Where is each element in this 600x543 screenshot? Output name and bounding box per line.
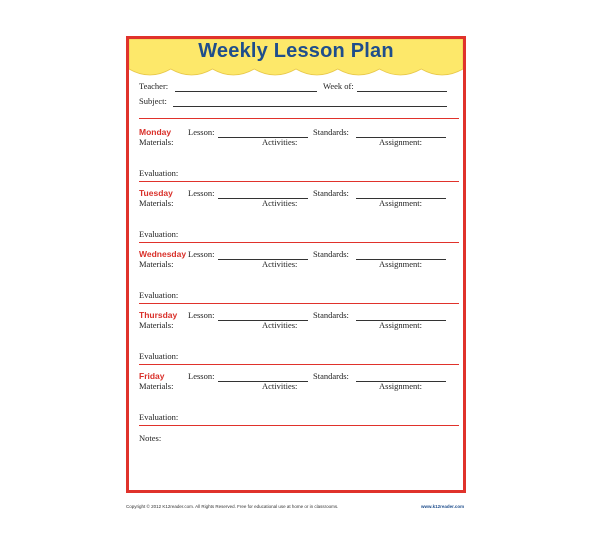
day-label: Thursday [139,310,178,320]
evaluation-label: Evaluation: [139,351,179,361]
header-divider [139,118,459,119]
week-of-input-line[interactable] [357,91,447,92]
activities-label: Activities: [262,320,298,330]
assignment-label: Assignment: [379,198,422,208]
day-divider [139,364,459,365]
standards-label: Standards: [313,188,349,198]
footer-website-link[interactable]: www.k12reader.com [421,504,465,509]
subject-input-line[interactable] [173,106,447,107]
standards-label: Standards: [313,310,349,320]
day-divider [139,242,459,243]
materials-label: Materials: [139,137,174,147]
subject-label: Subject: [139,96,167,106]
day-label: Tuesday [139,188,173,198]
assignment-label: Assignment: [379,137,422,147]
assignment-label: Assignment: [379,259,422,269]
standards-label: Standards: [313,127,349,137]
teacher-input-line[interactable] [175,91,317,92]
day-label: Wednesday [139,249,187,259]
lesson-label: Lesson: [188,188,215,198]
evaluation-label: Evaluation: [139,412,179,422]
activities-label: Activities: [262,198,298,208]
activities-label: Activities: [262,137,298,147]
assignment-label: Assignment: [379,381,422,391]
materials-label: Materials: [139,198,174,208]
evaluation-label: Evaluation: [139,168,179,178]
lesson-label: Lesson: [188,310,215,320]
activities-label: Activities: [262,381,298,391]
lesson-plan-frame [126,36,466,493]
day-divider [139,425,459,426]
page-title: Weekly Lesson Plan [198,40,394,62]
notes-label: Notes: [139,433,162,443]
week-of-label: Week of: [323,81,354,91]
day-label: Monday [139,127,172,137]
day-divider [139,303,459,304]
evaluation-label: Evaluation: [139,229,179,239]
evaluation-label: Evaluation: [139,290,179,300]
standards-label: Standards: [313,371,349,381]
lesson-label: Lesson: [188,249,215,259]
materials-label: Materials: [139,320,174,330]
day-divider [139,181,459,182]
teacher-label: Teacher: [139,81,169,91]
footer-copyright: Copyright © 2012 K12reader.com. All Rights Reserved. Free for educational use at home or in classrooms. [126,504,339,509]
day-label: Friday [139,371,165,381]
lesson-label: Lesson: [188,127,215,137]
lesson-label: Lesson: [188,371,215,381]
standards-label: Standards: [313,249,349,259]
assignment-label: Assignment: [379,320,422,330]
materials-label: Materials: [139,259,174,269]
materials-label: Materials: [139,381,174,391]
activities-label: Activities: [262,259,298,269]
